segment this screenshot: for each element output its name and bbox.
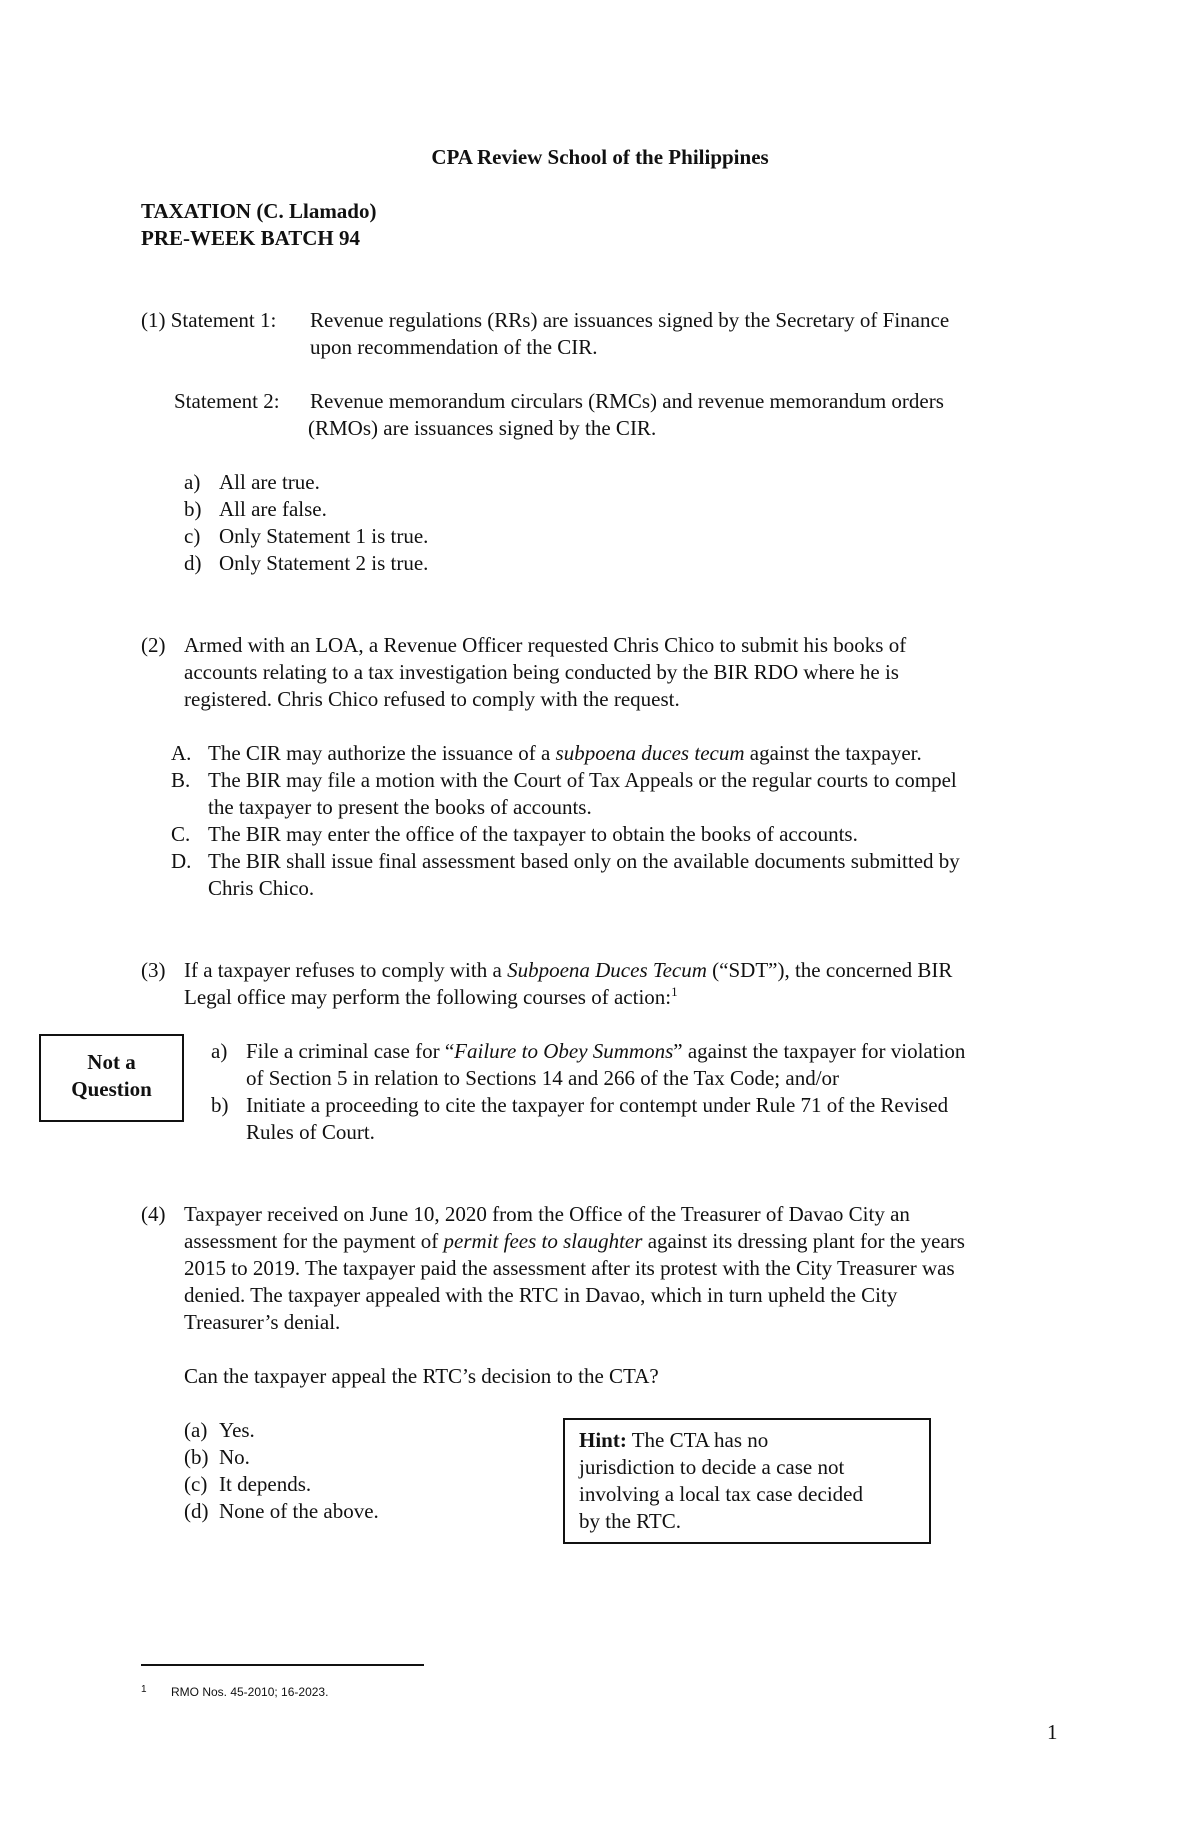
q4-line3: 2015 to 2019. The taxpayer paid the assessment after its protest with the City Treasurer was — [184, 1256, 955, 1280]
q4-line1: Taxpayer received on June 10, 2020 from the Office of the Treasurer of Davao City an — [184, 1202, 910, 1226]
q4-choice-b-letter: (b) — [184, 1445, 209, 1469]
not-a-question-line2: Question — [71, 1077, 152, 1101]
hint-line1: Hint: The CTA has no — [579, 1428, 769, 1452]
q3-item-b-letter: b) — [211, 1093, 229, 1117]
q4-line4: denied. The taxpayer appealed with the RTC in Davao, which in turn upheld the City — [184, 1283, 898, 1307]
q4-number: (4) — [141, 1202, 166, 1226]
q3-line2: Legal office may perform the following courses of action:$^1$ — [184, 984, 678, 1009]
q1-choice-b-letter: b) — [184, 497, 202, 521]
not-a-question-box — [39, 1034, 184, 1122]
q1-statement2-line2: (RMOs) are issuances signed by the CIR. — [308, 416, 657, 440]
q3-item-b-line2: Rules of Court. — [246, 1120, 375, 1144]
q4-choice-b-text: No. — [219, 1445, 250, 1469]
footnote-separator — [141, 1664, 424, 1666]
q1-choice-a-letter: a) — [184, 470, 201, 494]
q1-choice-c-letter: c) — [184, 524, 201, 548]
q1-choice-c-text: Only Statement 1 is true. — [219, 524, 429, 548]
q2-number: (2) — [141, 633, 166, 657]
q4-line2: assessment for the payment of permit fees to slaughter against its dressing plant for the years — [184, 1229, 965, 1253]
page-number: 1 — [1047, 1720, 1058, 1744]
q3-item-a-line2: of Section 5 in relation to Sections 14 and 266 of the Tax Code; and/or — [246, 1066, 840, 1090]
q2-choice-d-letter: D. — [171, 849, 192, 873]
q2-choice-b-line2: the taxpayer to present the books of accounts. — [208, 795, 592, 819]
q4-choice-d-text: None of the above. — [219, 1499, 379, 1523]
q1-choice-d-letter: d) — [184, 551, 202, 575]
q2-line3: registered. Chris Chico refused to comply with the request. — [184, 687, 680, 711]
q1-choice-d-text: Only Statement 2 is true. — [219, 551, 429, 575]
q2-choice-b-letter: B. — [171, 768, 191, 792]
q2-choice-c-text: The BIR may enter the office of the taxpayer to obtain the books of accounts. — [208, 822, 858, 846]
document-title: CPA Review School of the Philippines — [431, 145, 769, 169]
q2-choice-d-line1: The BIR shall issue final assessment based only on the available documents submitted by — [208, 849, 960, 873]
footnote-reference: 1 — [671, 984, 678, 999]
q3-item-b-line1: Initiate a proceeding to cite the taxpayer for contempt under Rule 71 of the Revised — [246, 1093, 949, 1117]
q1-statement2-line1: Revenue memorandum circulars (RMCs) and revenue memorandum orders — [310, 389, 944, 413]
q2-choice-c-letter: C. — [171, 822, 191, 846]
q1-statement1-label: (1) Statement 1: — [141, 308, 277, 332]
q1-statement2-label: Statement 2: — [174, 389, 280, 413]
q4-line2-emphasis: permit fees to slaughter — [443, 1229, 643, 1253]
q2-line1: Armed with an LOA, a Revenue Officer requested Chris Chico to submit his books of — [184, 633, 907, 657]
q1-statement1-line2: upon recommendation of the CIR. — [310, 335, 598, 359]
batch-heading: PRE-WEEK BATCH 94 — [141, 226, 360, 250]
q3-item-a-letter: a) — [211, 1039, 228, 1063]
footnote-number: 1 — [141, 1684, 147, 1695]
hint-box — [563, 1418, 931, 1544]
q2-choice-a-emphasis: subpoena duces tecum — [555, 741, 745, 765]
footnote-text: RMO Nos. 45-2010; 16-2023. — [171, 1685, 329, 1699]
q2-choice-b-line1: The BIR may file a motion with the Court of Tax Appeals or the regular courts to compel — [208, 768, 957, 792]
hint-line3: involving a local tax case decided — [579, 1482, 863, 1506]
q3-item-a-emphasis: Failure to Obey Summons — [454, 1039, 674, 1063]
q1-statement1-line1: Revenue regulations (RRs) are issuances signed by the Secretary of Finance — [310, 308, 950, 332]
q4-choice-a-letter: (a) — [184, 1418, 208, 1442]
hint-line4: by the RTC. — [579, 1509, 681, 1533]
q3-item-a-line1: File a criminal case for “Failure to Obey Summons” against the taxpayer for violation — [246, 1039, 966, 1063]
q4-choice-c-text: It depends. — [219, 1472, 312, 1496]
subject-heading: TAXATION (C. Llamado) — [141, 199, 377, 223]
q4-choice-a-text: Yes. — [219, 1418, 255, 1442]
q3-line1-emphasis: Subpoena Duces Tecum — [507, 958, 707, 982]
hint-line2: jurisdiction to decide a case not — [579, 1455, 845, 1479]
q4-line5: Treasurer’s denial. — [184, 1310, 341, 1334]
q2-line2: accounts relating to a tax investigation being conducted by the BIR RDO where he is — [184, 660, 899, 684]
q1-choice-a-text: All are true. — [219, 470, 320, 494]
not-a-question-line1: Not a — [87, 1050, 136, 1074]
q1-choice-b-text: All are false. — [219, 497, 327, 521]
q3-number: (3) — [141, 958, 166, 982]
q3-line1: If a taxpayer refuses to comply with a Subpoena Duces Tecum (“SDT”), the concerned BIR — [184, 958, 953, 982]
hint-label: Hint: — [579, 1428, 627, 1452]
q2-choice-d-line2: Chris Chico. — [208, 876, 315, 900]
q2-choice-a-text: The CIR may authorize the issuance of a subpoena duces tecum against the taxpayer. — [208, 741, 922, 765]
q4-choice-c-letter: (c) — [184, 1472, 208, 1496]
q4-question: Can the taxpayer appeal the RTC’s decision to the CTA? — [184, 1364, 659, 1388]
q2-choice-a-letter: A. — [171, 741, 192, 765]
q4-choice-d-letter: (d) — [184, 1499, 209, 1523]
